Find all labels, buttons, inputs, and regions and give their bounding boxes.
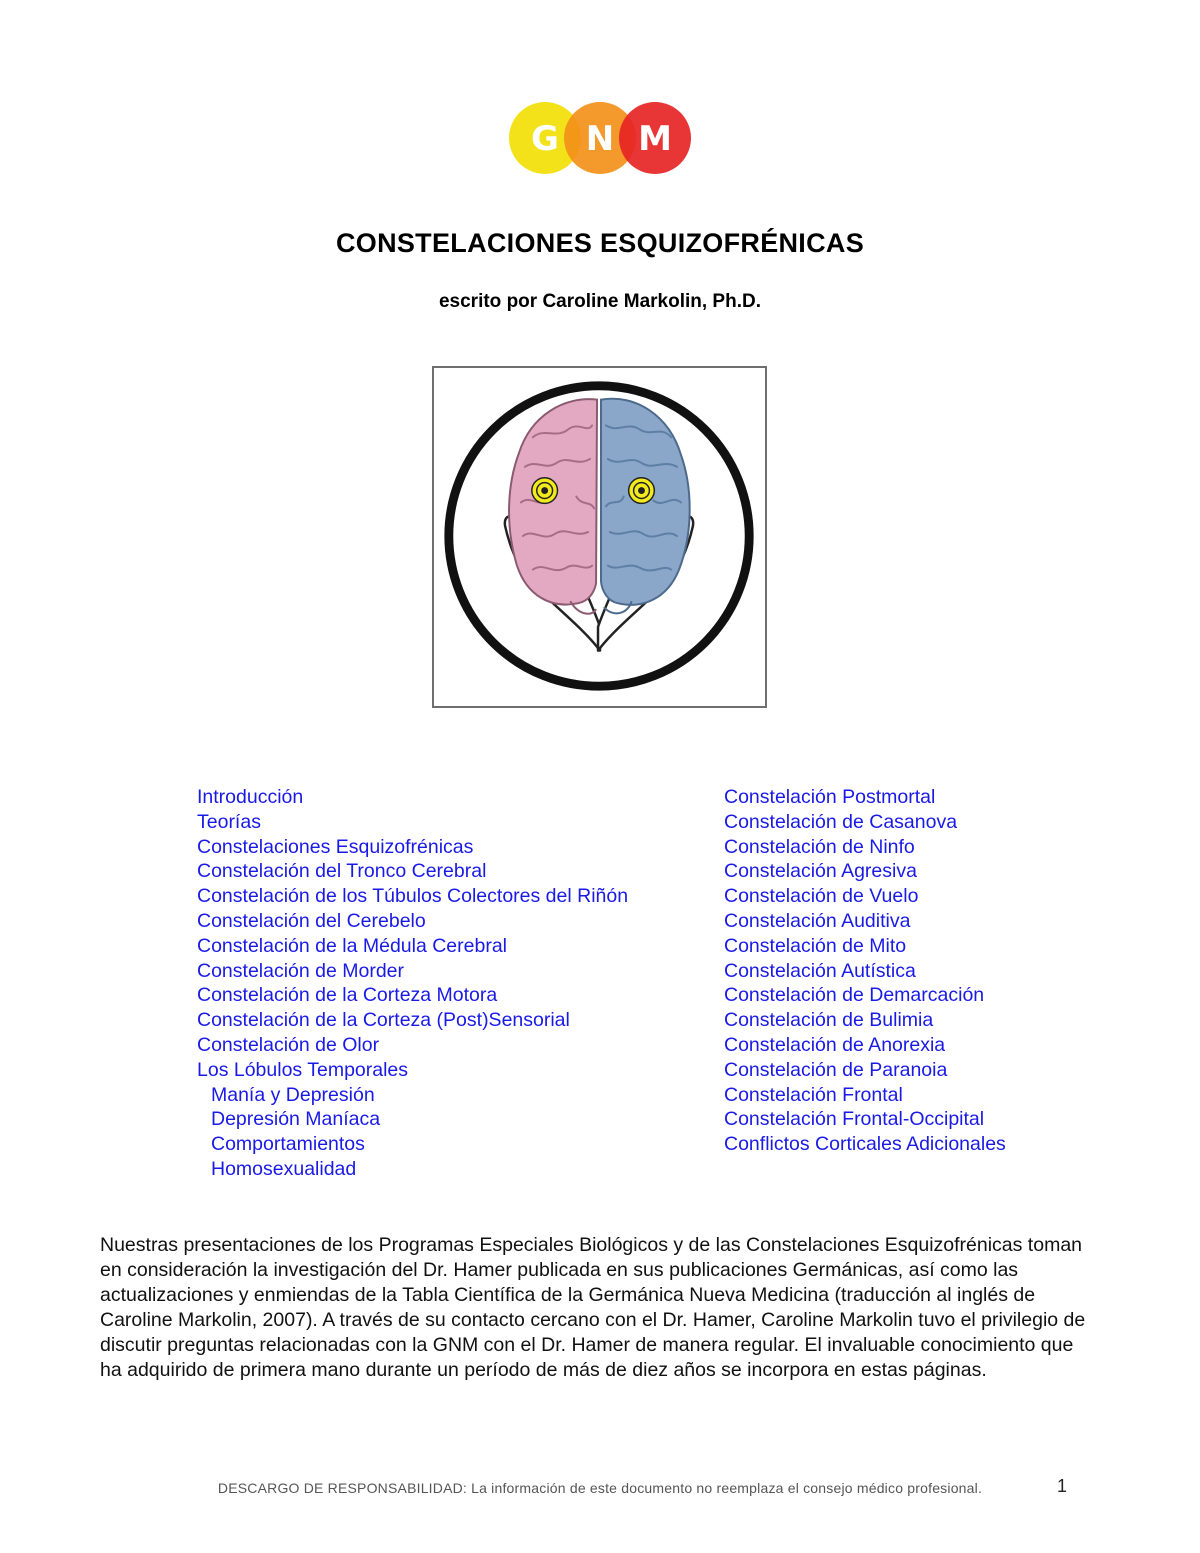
- logo-letter-n: N: [585, 119, 615, 159]
- toc-left-column: [197, 785, 628, 1182]
- logo-letter-m: M: [638, 119, 672, 159]
- toc-link[interactable]: Constelación de Paranoia: [724, 1058, 948, 1081]
- footer-disclaimer: DESCARGO DE RESPONSABILIDAD: La información de este documento no reemplaza el consejo médico profesional.: [217, 1480, 983, 1496]
- toc-link[interactable]: Constelaciones Esquizofrénicas: [197, 835, 474, 858]
- toc-link[interactable]: Constelación de la Corteza (Post)Sensorial: [197, 1009, 570, 1032]
- toc-link[interactable]: Constelación de Vuelo: [724, 885, 919, 908]
- toc-link[interactable]: Homosexualidad: [211, 1157, 357, 1180]
- toc-link[interactable]: Constelación de los Túbulos Colectores del Riñón: [197, 885, 629, 908]
- toc-item-morder[interactable]: [197, 959, 628, 984]
- toc-link[interactable]: Depresión Maníaca: [211, 1108, 381, 1131]
- toc-link[interactable]: Constelación de Casanova: [724, 810, 958, 833]
- toc-item-conflictos-corticales[interactable]: [724, 1132, 1006, 1157]
- toc-link[interactable]: Comportamientos: [211, 1133, 365, 1156]
- toc-item-postmortal[interactable]: [724, 785, 1006, 810]
- toc-subitem-mania-depresion[interactable]: [197, 1083, 628, 1108]
- toc-link[interactable]: Constelación del Tronco Cerebral: [197, 860, 487, 883]
- toc-item-bulimia[interactable]: [724, 1008, 1006, 1033]
- toc-item-introduccion[interactable]: [197, 785, 628, 810]
- toc-link[interactable]: Constelación de Demarcación: [724, 984, 985, 1007]
- toc-link[interactable]: Constelación de la Médula Cerebral: [197, 934, 508, 957]
- toc-item-auditiva[interactable]: [724, 909, 1006, 934]
- brain-illustration-frame: [432, 366, 767, 708]
- toc-item-olor[interactable]: [197, 1033, 628, 1058]
- toc-item-tronco-cerebral[interactable]: [197, 859, 628, 884]
- toc-item-paranoia[interactable]: [724, 1058, 1006, 1083]
- toc-item-anorexia[interactable]: [724, 1033, 1006, 1058]
- toc-link[interactable]: Los Lóbulos Temporales: [197, 1058, 409, 1081]
- toc-item-corteza-motora[interactable]: [197, 983, 628, 1008]
- toc-link[interactable]: Introducción: [197, 786, 304, 808]
- toc-subitem-homosexualidad[interactable]: [197, 1157, 628, 1182]
- toc-item-constelaciones-esquizofrenicas[interactable]: [197, 835, 628, 860]
- toc-link[interactable]: Constelación Auditiva: [724, 909, 911, 932]
- intro-paragraph: Nuestras presentaciones de los Programas Especiales Biológicos y de las Constelaciones Esquizofrénicas toman en consideración la investigación del Dr. Hamer publicada en sus publicaciones Germánicas, así como las actualizaciones y enmiendas de la Tabla Científica de la Germánica Nueva Medicina (traducción al inglés de Caroline Markolin, 2007). A través de su contacto cercano con el Dr. Hamer, Caroline Markolin tuvo el privilegio de discutir preguntas relacionadas con la GNM con el Dr. Hamer de manera regular. El invaluable conocimiento que ha adquirido de primera mano durante un período de más de diez años se incorpora en estas páginas.: [100, 1234, 1086, 1381]
- toc-item-ninfo[interactable]: [724, 835, 1006, 860]
- toc-link[interactable]: Constelación de Anorexia: [724, 1033, 946, 1056]
- gnm-logo: [505, 98, 695, 178]
- toc-item-demarcacion[interactable]: [724, 983, 1006, 1008]
- toc-link[interactable]: Constelación de la Corteza Motora: [197, 984, 498, 1007]
- toc-item-autistica[interactable]: [724, 959, 1006, 984]
- logo-letter-g: G: [531, 119, 559, 159]
- toc-right-column: [724, 785, 1006, 1157]
- toc-link[interactable]: Constelación Frontal-Occipital: [724, 1108, 985, 1131]
- toc-link[interactable]: Conflictos Corticales Adicionales: [724, 1133, 1006, 1156]
- toc-item-vuelo[interactable]: [724, 884, 1006, 909]
- toc-item-agresiva[interactable]: [724, 859, 1006, 884]
- toc-link[interactable]: Constelación de Ninfo: [724, 835, 915, 858]
- brain-in-hands-icon: [434, 368, 765, 706]
- toc-item-lobulos-temporales[interactable]: [197, 1058, 628, 1083]
- toc-subitem-depresion-maniaca[interactable]: [197, 1107, 628, 1132]
- toc-link[interactable]: Constelación de Olor: [197, 1033, 380, 1056]
- toc-link[interactable]: Constelación Agresiva: [724, 860, 917, 883]
- author-line: escrito por Caroline Markolin, Ph.D.: [438, 291, 761, 312]
- toc-link[interactable]: Manía y Depresión: [211, 1083, 375, 1106]
- toc-item-casanova[interactable]: [724, 810, 1006, 835]
- toc-link[interactable]: Constelación Postmortal: [724, 786, 936, 808]
- page-number: 1: [1057, 1476, 1068, 1496]
- toc-link[interactable]: Constelación de Mito: [724, 934, 907, 957]
- toc-item-frontal-occipital[interactable]: [724, 1107, 1006, 1132]
- toc-link[interactable]: Constelación Frontal: [724, 1083, 903, 1106]
- document-title: CONSTELACIONES ESQUIZOFRÉNICAS: [335, 228, 865, 258]
- toc-link[interactable]: Constelación de Bulimia: [724, 1009, 934, 1032]
- toc-item-cerebelo[interactable]: [197, 909, 628, 934]
- toc-link[interactable]: Constelación de Morder: [197, 959, 405, 982]
- toc-item-mito[interactable]: [724, 934, 1006, 959]
- toc-link[interactable]: Teorías: [197, 810, 261, 833]
- toc-subitem-comportamientos[interactable]: [197, 1132, 628, 1157]
- toc-item-teorias[interactable]: [197, 810, 628, 835]
- toc-link[interactable]: Constelación del Cerebelo: [197, 909, 426, 932]
- toc-link[interactable]: Constelación Autística: [724, 959, 916, 982]
- toc-item-medula-cerebral[interactable]: [197, 934, 628, 959]
- toc-item-corteza-sensorial[interactable]: [197, 1008, 628, 1033]
- toc-item-tubulos-colectores[interactable]: [197, 884, 628, 909]
- toc-item-frontal[interactable]: [724, 1083, 1006, 1108]
